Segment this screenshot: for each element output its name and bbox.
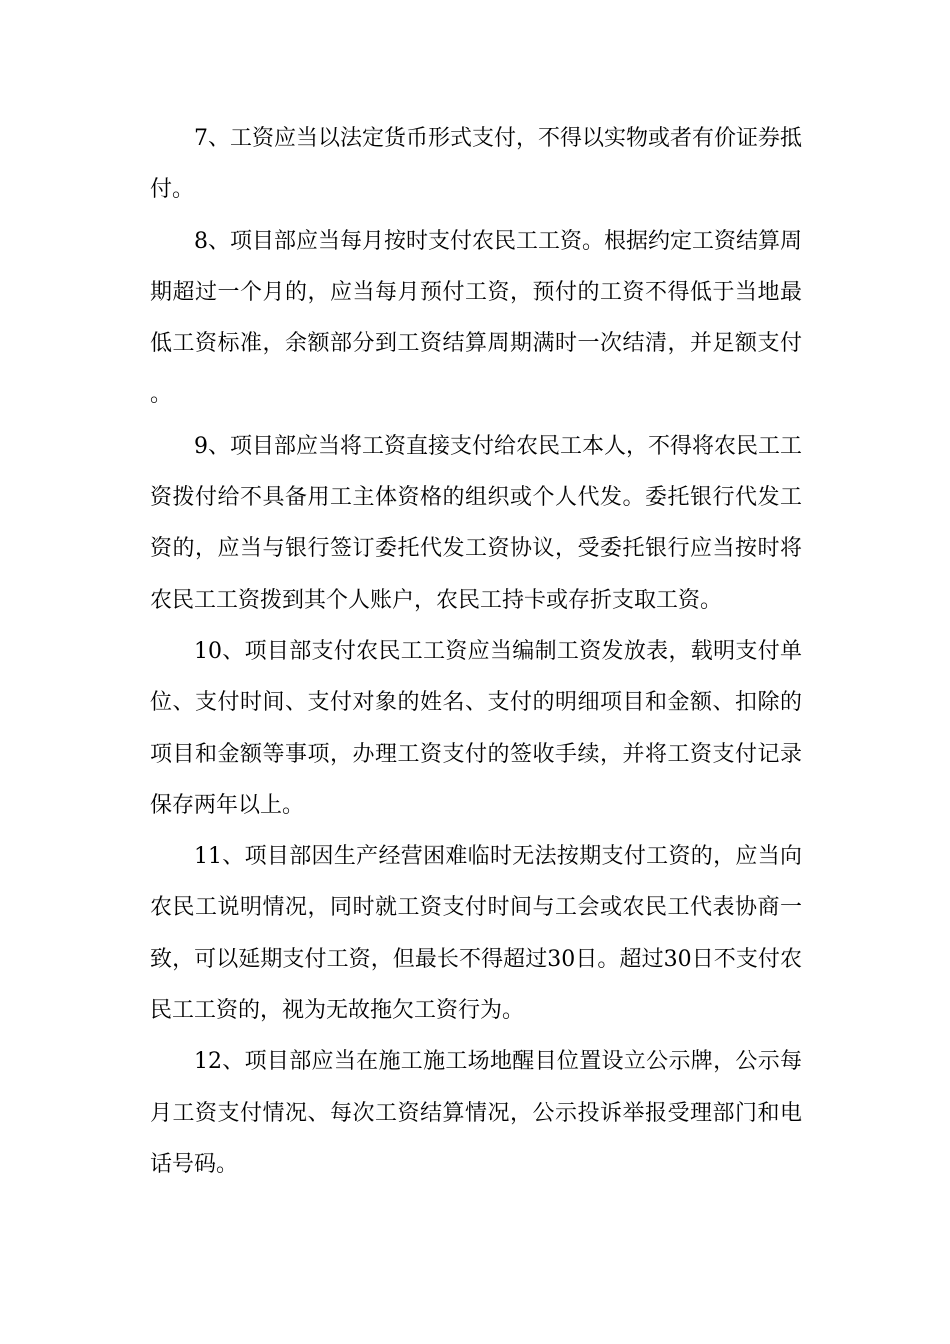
paragraph-item-8: 8、项目部应当每月按时支付农民工工资。根据约定工资结算周期超过一个月的，应当每月预付工资，预付的工资不得低于当地最低工资标准，余额部分到工资结算周期满时一次结清，并足额支付。 bbox=[150, 228, 802, 408]
paragraph-item-7: 7、工资应当以法定货币形式支付，不得以实物或者有价证券抵付。 bbox=[150, 126, 802, 203]
document-body bbox=[150, 113, 802, 1190]
paragraph-item-11: 11、项目部因生产经营困难临时无法按期支付工资的，应当向农民工说明情况，同时就工资支付时间与工会或农民工代表协商一致，可以延期支付工资，但最长不得超过30日。超过30日不支付农民工工资的，视为无故拖欠工资行为。 bbox=[150, 844, 802, 1024]
paragraph-item-10: 10、项目部支付农民工工资应当编制工资发放表，载明支付单位、支付时间、支付对象的姓名、支付的明细项目和金额、扣除的项目和金额等事项，办理工资支付的签收手续，并将工资支付记录保存两年以上。 bbox=[150, 638, 802, 818]
paragraph-item-9: 9、项目部应当将工资直接支付给农民工本人，不得将农民工工资拨付给不具备用工主体资格的组织或个人代发。委托银行代发工资的，应当与银行签订委托代发工资协议，受委托银行应当按时将农民工工资拨到其个人账户，农民工持卡或存折支取工资。 bbox=[150, 433, 802, 613]
paragraph-item-12: 12、项目部应当在施工施工场地醒目位置设立公示牌，公示每月工资支付情况、每次工资结算情况，公示投诉举报受理部门和电话号码。 bbox=[150, 1049, 802, 1177]
